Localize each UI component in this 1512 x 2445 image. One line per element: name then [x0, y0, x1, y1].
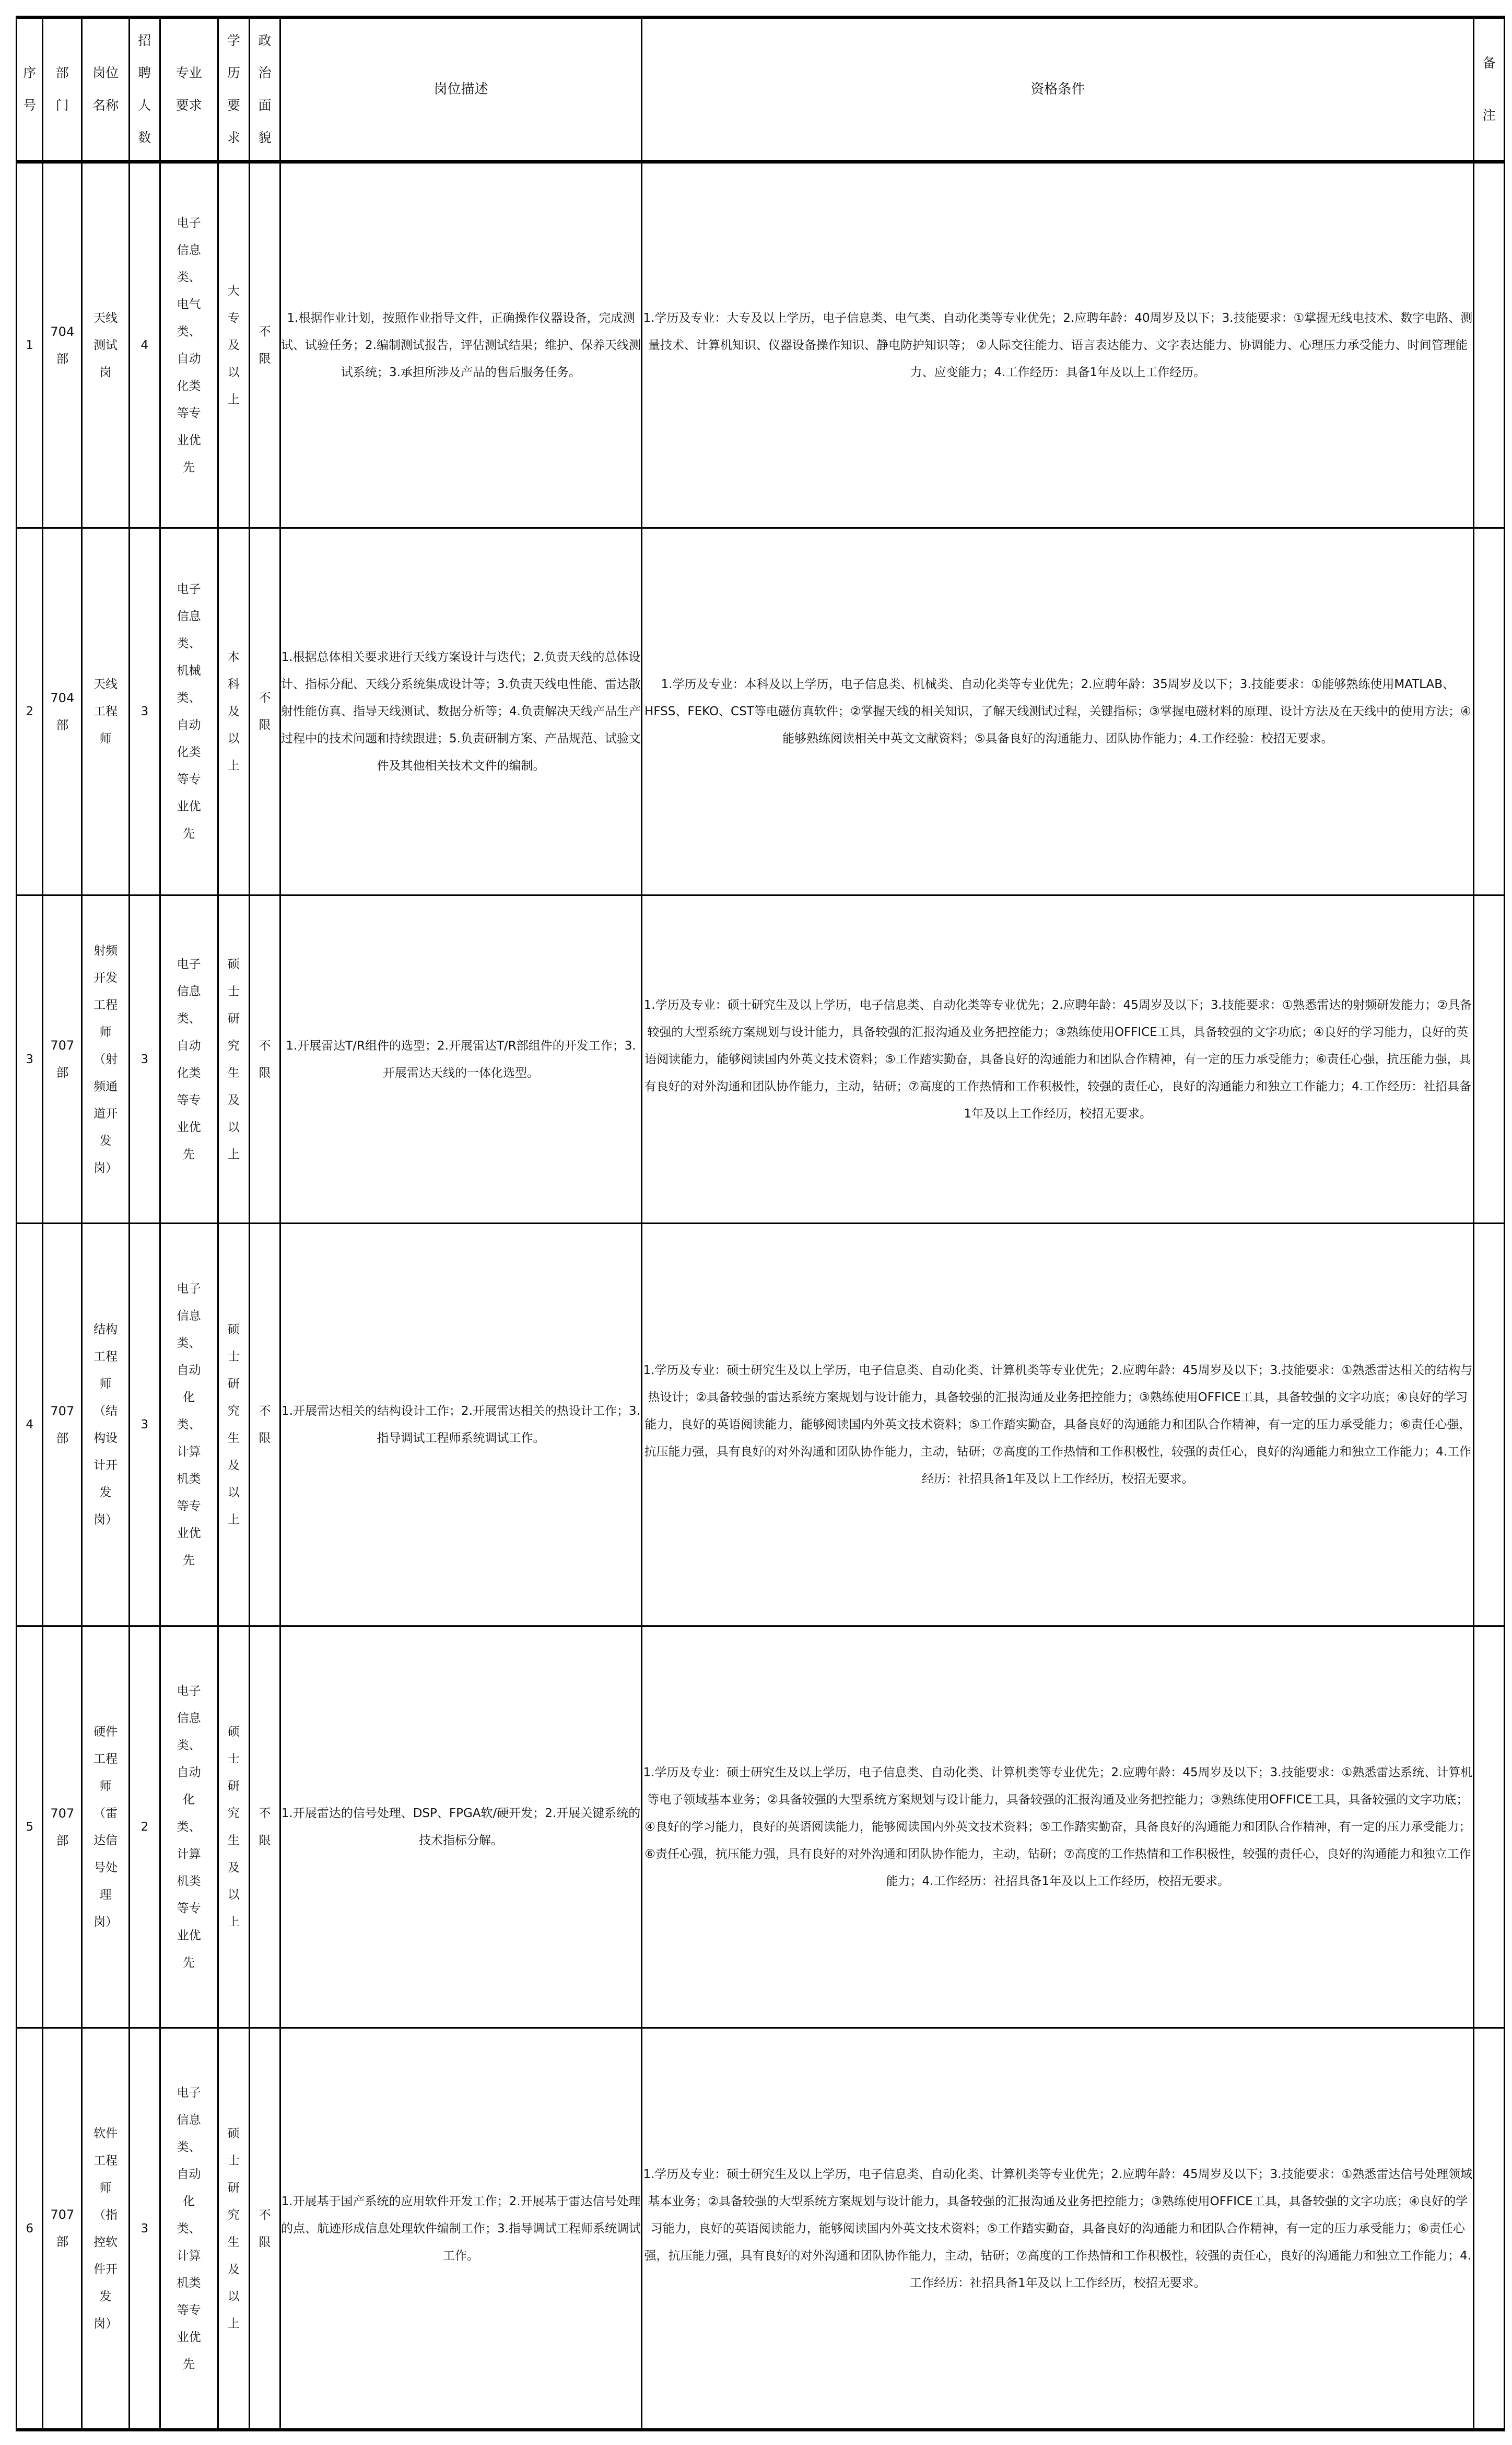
- cell-major: 电子信息类、自动化类、计算机类等专业优先: [160, 1626, 218, 2028]
- cell-dept: 704部: [43, 162, 82, 528]
- cell-qualifications: 1.学历及专业：本科及以上学历，电子信息类、机械类、自动化类等专业优先；2.应聘年龄：35周岁及以下；3.技能要求：①能够熟练使用MATLAB、HFSS、FEKO、CST等电磁仿真软件；②掌握天线的相关知识，了解天线测试过程，关键指标；③掌握电磁材料的原理、设计方法及在天线中的使用方法；④能够熟练阅读相关中英文文献资料；⑤具备良好的沟通能力、团队协作能力；4.工作经验：校招无要求。: [642, 528, 1474, 895]
- cell-political: 不限: [250, 1626, 280, 2028]
- cell-count: 3: [130, 2028, 160, 2430]
- cell-political: 不限: [250, 162, 280, 528]
- cell-qualifications: 1.学历及专业：大专及以上学历，电子信息类、电气类、自动化类等专业优先；2.应聘年龄：40周岁及以下；3.技能要求：①掌握无线电技术、数字电路、测量技术、计算机知识、仪器设备操作知识、静电防护知识等； ②人际交往能力、语言表达能力、文字表达能力、协调能力、心理压力承受能力、时间管理能力、应变能力；4.工作经历：具备1年及以上工作经历。: [642, 162, 1474, 528]
- cell-political: 不限: [250, 895, 280, 1224]
- cell-description: 1.开展雷达的信号处理、DSP、FPGA软/硬开发；2.开展关键系统的技术指标分解。: [280, 1626, 642, 2028]
- cell-seq: 1: [17, 162, 43, 528]
- cell-count: 3: [130, 895, 160, 1224]
- cell-major: 电子信息类、自动化类、计算机类等专业优先: [160, 2028, 218, 2430]
- cell-seq: 5: [17, 1626, 43, 2028]
- header-count: 招聘人数: [130, 17, 160, 162]
- cell-notes: [1474, 2028, 1505, 2430]
- cell-count: 2: [130, 1626, 160, 2028]
- cell-seq: 3: [17, 895, 43, 1224]
- cell-dept: 707部: [43, 2028, 82, 2430]
- cell-description: 1.根据作业计划，按照作业指导文件，正确操作仪器设备，完成测试、试验任务；2.编制测试报告，评估测试结果；维护、保养天线测试系统；3.承担所涉及产品的售后服务任务。: [280, 162, 642, 528]
- cell-education: 大专及以上: [218, 162, 250, 528]
- cell-seq: 4: [17, 1224, 43, 1626]
- cell-dept: 707部: [43, 1626, 82, 2028]
- cell-dept: 707部: [43, 895, 82, 1224]
- cell-description: 1.开展雷达相关的结构设计工作；2.开展雷达相关的热设计工作；3.指导调试工程师系统调试工作。: [280, 1224, 642, 1626]
- cell-qualifications: 1.学历及专业：硕士研究生及以上学历，电子信息类、自动化类、计算机类等专业优先；2.应聘年龄：45周岁及以下；3.技能要求：①熟悉雷达相关的结构与热设计；②具备较强的雷达系统方案规划与设计能力，具备较强的汇报沟通及业务把控能力；③熟练使用OFFICE工具，具备较强的文字功底；④良好的学习能力，良好的英语阅读能力，能够阅读国内外英文技术资料；⑤工作踏实勤奋，具备良好的沟通能力和团队合作精神，有一定的压力承受能力；⑥责任心强，抗压能力强，具有良好的对外沟通和团队协作能力，主动，钻研；⑦高度的工作热情和工作积极性，较强的责任心，良好的沟通能力和独立工作能力；4.工作经历：社招具备1年及以上工作经历，校招无要求。: [642, 1224, 1474, 1626]
- cell-count: 4: [130, 162, 160, 528]
- cell-description: 1.根据总体相关要求进行天线方案设计与迭代；2.负责天线的总体设计、指标分配、天线分系统集成设计等；3.负责天线电性能、雷达散射性能仿真、指导天线测试、数据分析等；4.负责解决天线产品生产过程中的技术问题和持续跟进；5.负责研制方案、产品规范、试验文件及其他相关技术文件的编制。: [280, 528, 642, 895]
- cell-political: 不限: [250, 528, 280, 895]
- cell-political: 不限: [250, 1224, 280, 1626]
- table-row: [17, 2028, 1505, 2430]
- cell-qualifications: 1.学历及专业：硕士研究生及以上学历，电子信息类、自动化类、计算机类等专业优先；2.应聘年龄：45周岁及以下；3.技能要求：①熟悉雷达信号处理领域基本业务；②具备较强的大型系统方案规划与设计能力，具备较强的汇报沟通及业务把控能力；③熟练使用OFFICE工具，具备较强的文字功底；④良好的学习能力，良好的英语阅读能力，能够阅读国内外英文技术资料；⑤工作踏实勤奋，具备良好的沟通能力和团队合作精神，有一定的压力承受能力；⑥责任心强，抗压能力强，具有良好的对外沟通和团队协作能力，主动，钻研；⑦高度的工作热情和工作积极性，较强的责任心，良好的沟通能力和独立工作能力；4.工作经历：社招具备1年及以上工作经历，校招无要求。: [642, 2028, 1474, 2430]
- cell-description: 1.开展雷达T/R组件的选型；2.开展雷达T/R部组件的开发工作；3.开展雷达天线的一体化选型。: [280, 895, 642, 1224]
- cell-count: 3: [130, 1224, 160, 1626]
- cell-count: 3: [130, 528, 160, 895]
- cell-qualifications: 1.学历及专业：硕士研究生及以上学历，电子信息类、自动化类、计算机类等专业优先；2.应聘年龄：45周岁及以下；3.技能要求：①熟悉雷达系统、计算机等电子领域基本业务；②具备较强的大型系统方案规划与设计能力，具备较强的汇报沟通及业务把控能力；③熟练使用OFFICE工具，具备较强的文字功底；④良好的学习能力，良好的英语阅读能力，能够阅读国内外英文技术资料；⑤工作踏实勤奋，具备良好的沟通能力和团队合作精神，有一定的压力承受能力；⑥责任心强，抗压能力强，具有良好的对外沟通和团队协作能力，主动，钻研；⑦高度的工作热情和工作积极性，较强的责任心，良好的沟通能力和独立工作能力；4.工作经历：社招具备1年及以上工作经历，校招无要求。: [642, 1626, 1474, 2028]
- cell-major: 电子信息类、电气类、自动化类等专业优先: [160, 162, 218, 528]
- cell-name: 天线测试岗: [82, 162, 130, 528]
- cell-dept: 704部: [43, 528, 82, 895]
- table-header-row: [17, 17, 1505, 162]
- header-political: 政治面貌: [250, 17, 280, 162]
- cell-description: 1.开展基于国产系统的应用软件开发工作；2.开展基于雷达信号处理的点、航迹形成信息处理软件编制工作；3.指导调试工程师系统调试工作。: [280, 2028, 642, 2430]
- table-row: [17, 895, 1505, 1224]
- cell-notes: [1474, 895, 1505, 1224]
- cell-political: 不限: [250, 2028, 280, 2430]
- cell-seq: 2: [17, 528, 43, 895]
- cell-notes: [1474, 1224, 1505, 1626]
- cell-education: 硕士研究生及以上: [218, 895, 250, 1224]
- header-dept: 部门: [43, 17, 82, 162]
- header-description: 岗位描述: [280, 17, 642, 162]
- recruitment-table: [16, 16, 1505, 2431]
- cell-name: 结构工程师（结构设计开发岗）: [82, 1224, 130, 1626]
- cell-major: 电子信息类、自动化类、计算机类等专业优先: [160, 1224, 218, 1626]
- cell-education: 硕士研究生及以上: [218, 1626, 250, 2028]
- cell-major: 电子信息类、自动化类等专业优先: [160, 895, 218, 1224]
- table-row: [17, 1626, 1505, 2028]
- cell-education: 本科及以上: [218, 528, 250, 895]
- header-notes: 备注: [1474, 17, 1505, 162]
- header-major: 专业要求: [160, 17, 218, 162]
- cell-name: 射频开发工程师（射频通道开发岗）: [82, 895, 130, 1224]
- header-education: 学历要求: [218, 17, 250, 162]
- cell-dept: 707部: [43, 1224, 82, 1626]
- cell-seq: 6: [17, 2028, 43, 2430]
- cell-name: 硬件工程师（雷达信号处理岗）: [82, 1626, 130, 2028]
- table-row: [17, 528, 1505, 895]
- cell-education: 硕士研究生及以上: [218, 2028, 250, 2430]
- cell-name: 软件工程师（指控软件开发岗）: [82, 2028, 130, 2430]
- cell-qualifications: 1.学历及专业：硕士研究生及以上学历，电子信息类、自动化类等专业优先；2.应聘年龄：45周岁及以下；3.技能要求：①熟悉雷达的射频研发能力；②具备较强的大型系统方案规划与设计能力，具备较强的汇报沟通及业务把控能力；③熟练使用OFFICE工具，具备较强的文字功底；④良好的学习能力，良好的英语阅读能力，能够阅读国内外英文技术资料；⑤工作踏实勤奋，具备良好的沟通能力和团队合作精神，有一定的压力承受能力；⑥责任心强，抗压能力强，具有良好的对外沟通和团队协作能力，主动，钻研；⑦高度的工作热情和工作积极性，较强的责任心，良好的沟通能力和独立工作能力；4.工作经历：社招具备1年及以上工作经历，校招无要求。: [642, 895, 1474, 1224]
- header-seq: 序号: [17, 17, 43, 162]
- header-qualifications: 资格条件: [642, 17, 1474, 162]
- cell-notes: [1474, 528, 1505, 895]
- cell-notes: [1474, 1626, 1505, 2028]
- cell-notes: [1474, 162, 1505, 528]
- table-row: [17, 162, 1505, 528]
- cell-education: 硕士研究生及以上: [218, 1224, 250, 1626]
- cell-major: 电子信息类、机械类、自动化类等专业优先: [160, 528, 218, 895]
- table-row: [17, 1224, 1505, 1626]
- header-name: 岗位名称: [82, 17, 130, 162]
- cell-name: 天线工程师: [82, 528, 130, 895]
